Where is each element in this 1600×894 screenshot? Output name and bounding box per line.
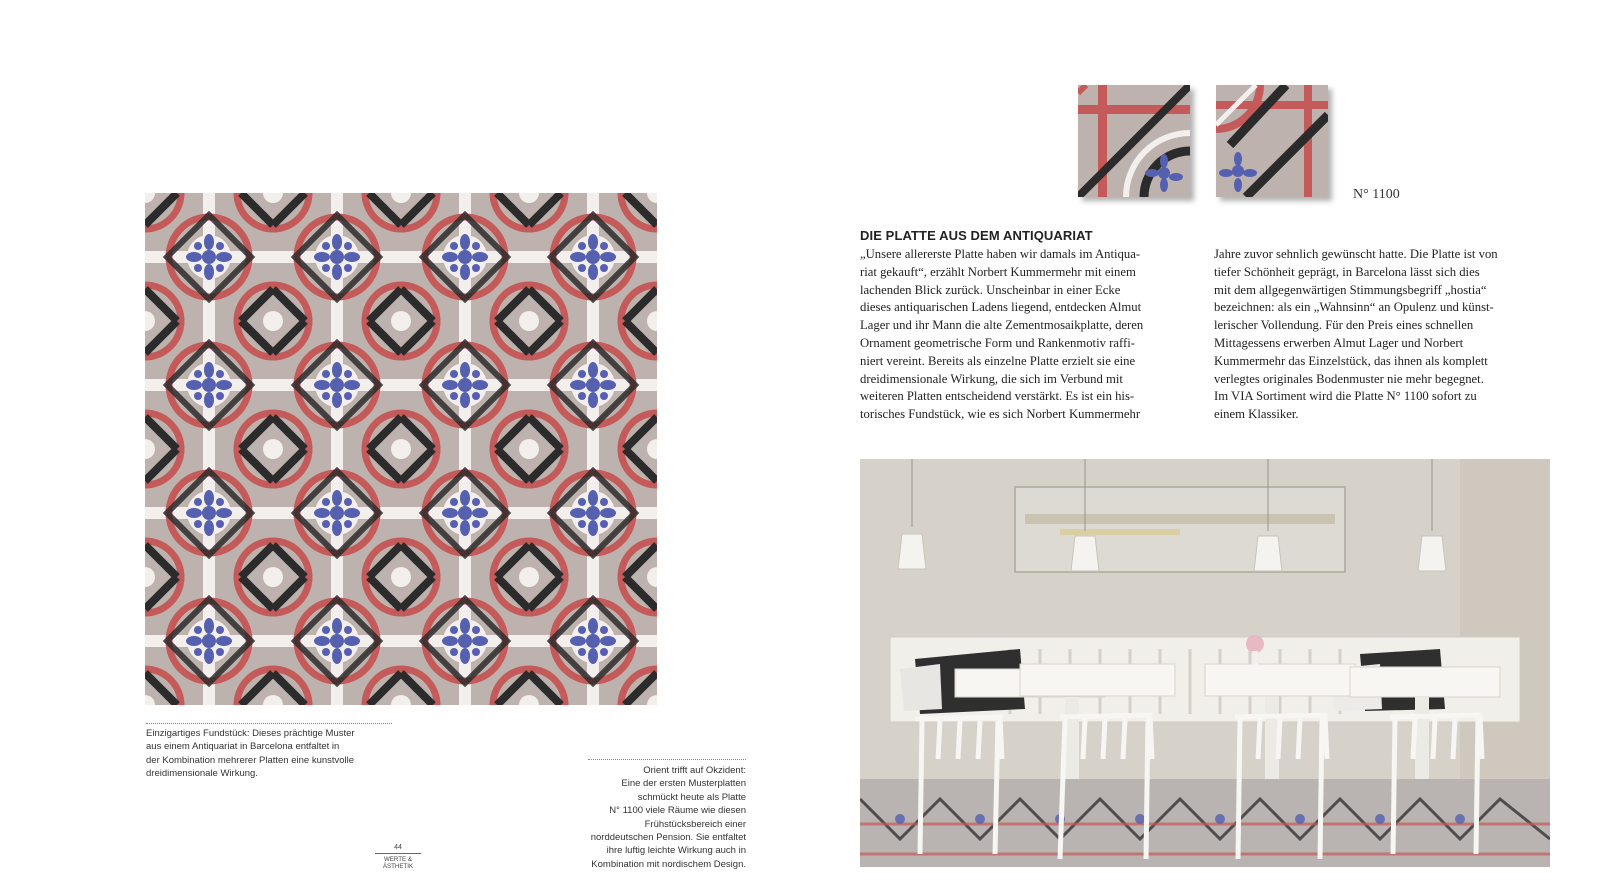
caption-right-line: N° 1100 viele Räume wie diesen: [609, 805, 746, 817]
caption-right-line: Frühstücksbereich einer: [644, 818, 746, 830]
caption-right-line: Kombination mit nordischem Design.: [591, 858, 746, 870]
body-line: riat gekauft“, erzählt Norbert Kummermehr mit einem: [860, 264, 1136, 279]
body-line: Lager und ihr Mann die alte Zementmosaikplatte, deren: [860, 318, 1144, 333]
body-line: Ornament geometrische Form und Rankenmotiv raffi-: [860, 335, 1135, 350]
caption-left: [146, 727, 371, 781]
tile-sample-image: [1078, 85, 1190, 197]
tile-sample-image: [1216, 85, 1328, 197]
body-line: Kummermehr das Einzelstück, das ihnen als komplett: [1214, 353, 1488, 368]
tile-pattern-image: [145, 193, 657, 705]
caption-right-line: schmückt heute als Platte: [637, 791, 746, 803]
body-line: lerischer Vollendung. Für den Preis eines schnellen: [1214, 318, 1474, 333]
body-line: einem Klassiker.: [1214, 407, 1299, 422]
body-line: weiteren Platten entscheidend verstärkt. Es ist ein his-: [860, 389, 1135, 404]
caption-rule-left: [146, 723, 392, 724]
tile-number-label: N° 1100: [1353, 187, 1400, 202]
body-line: tiefer Schönheit geprägt, in Barcelona lässt sich dies: [1214, 264, 1480, 279]
article-column-1: [860, 246, 1198, 424]
body-line: Im VIA Sortiment wird die Platte N° 1100 sofort zu: [1214, 389, 1477, 404]
body-line: dreidimensionale Wirkung, die sich im Verbund mit: [860, 371, 1123, 386]
folio-rule: [375, 853, 421, 854]
body-line: dieses antiquarischen Ladens liegend, entdecken Almut: [860, 300, 1142, 315]
body-line: Jahre zuvor sehnlich gewünscht hatte. Die Platte ist von: [1214, 247, 1498, 261]
caption-right-line: Eine der ersten Musterplatten: [621, 778, 746, 790]
article-title: DIE PLATTE AUS DEM ANTIQUARIAT: [860, 228, 1093, 243]
body-line: torisches Fundstück, wie es sich Norbert Kummermehr: [860, 407, 1141, 422]
article-column-2: [1214, 246, 1552, 424]
page-number: 44: [394, 844, 402, 851]
caption-right-line: ihre luftig leichte Wirkung auch in: [606, 845, 746, 857]
caption-right-line: Orient trifft auf Okzident:: [643, 765, 746, 776]
body-line: verlegtes originales Bodenmuster nie mehr begegnet.: [1214, 371, 1484, 386]
body-line: mit dem allgegenwärtigen Stimmungsbegriff „hostia“: [1214, 282, 1487, 297]
caption-right: [580, 764, 746, 871]
caption-left-line: der Kombination mehrerer Platten eine kunstvolle: [146, 754, 355, 766]
body-line: Mittagessens erwerben Almut Lager und Norbert: [1214, 335, 1464, 350]
caption-left-line: aus einem Antiquariat in Barcelona entfaltet in: [146, 741, 340, 753]
caption-left-line: Einzigartiges Fundstück: Dieses prächtige Muster: [146, 728, 355, 739]
body-line: lachenden Blick zurück. Unscheinbar in einer Ecke: [860, 282, 1121, 297]
body-line: „Unsere allererste Platte haben wir damals im Antiqua-: [860, 247, 1141, 261]
body-line: bezeichnen: als ein „Wahnsinn“ an Opulenz und künst-: [1214, 300, 1494, 315]
section-label-line: WERTE &: [383, 856, 413, 863]
section-label-line: ÄSTHETIK: [382, 863, 414, 870]
page-folio: [372, 844, 424, 870]
caption-right-line: norddeutschen Pension. Sie entfaltet: [590, 832, 746, 844]
body-line: niert vereint. Bereits als einzelne Platte erzielt sie eine: [860, 353, 1136, 368]
caption-rule-right: [588, 759, 746, 760]
caption-left-line: dreidimensionale Wirkung.: [146, 768, 258, 780]
breakfast-room-photo: [860, 459, 1550, 867]
